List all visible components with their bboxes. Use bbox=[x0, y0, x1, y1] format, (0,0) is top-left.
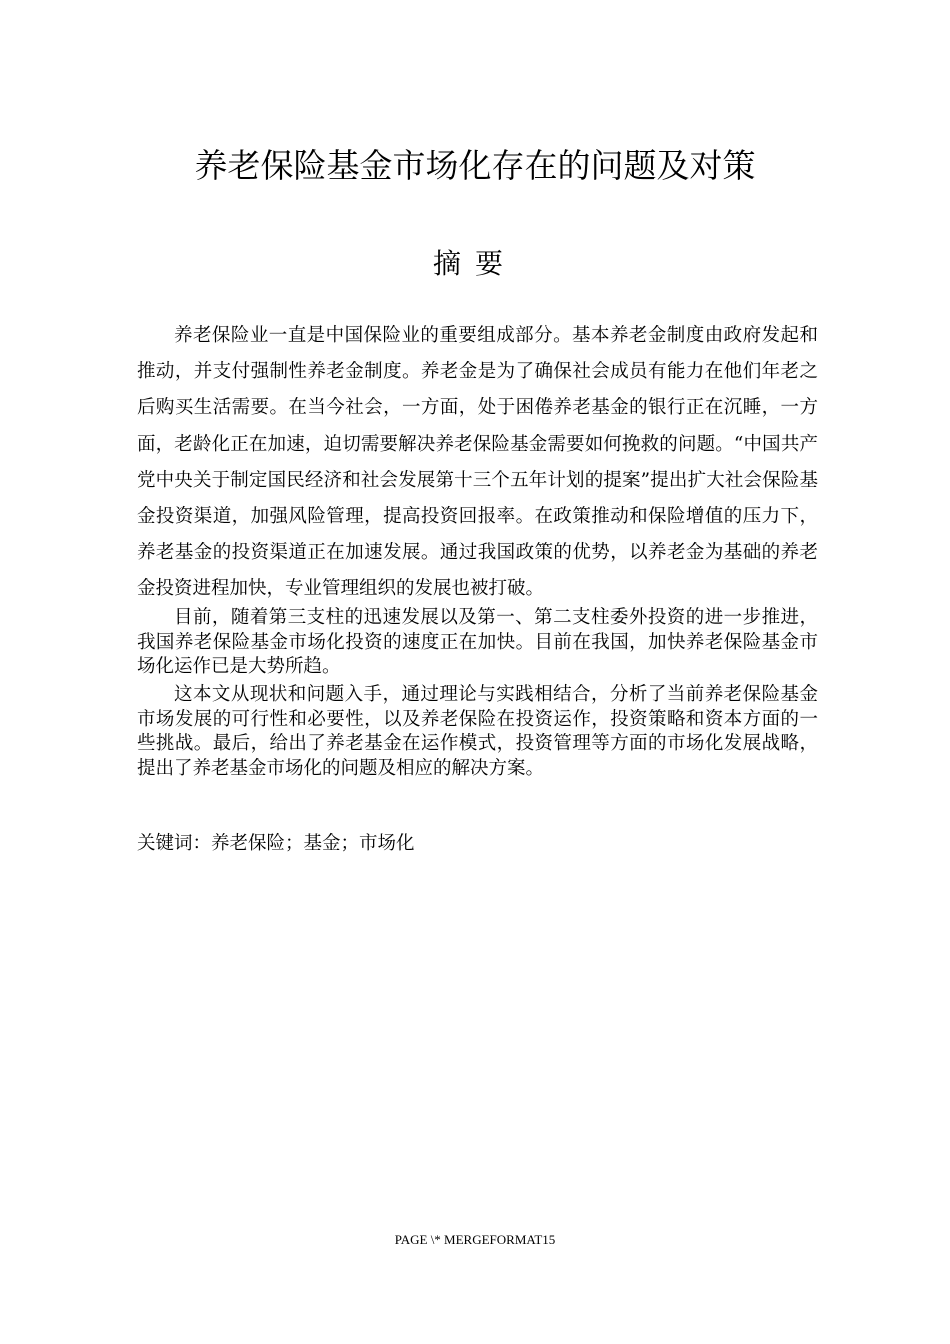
document-title: 养老保险基金市场化存在的问题及对策 bbox=[194, 146, 756, 185]
page-footer: PAGE \* MERGEFORMAT15 bbox=[394, 1232, 556, 1247]
keywords-line bbox=[137, 832, 818, 856]
abstract-paragraph-3: 这本文从现状和问题入手，通过理论与实践相结合，分析了当前养老保险基金市场发展的可行性和必要性，以及养老保险在投资运作，投资策略和资本方面的一些挑战。最后，给出了养老基金在运作模式，投资管理等方面的市场化发展战略，提出了养老基金市场化的问题及相应的解决方案。 bbox=[137, 684, 818, 779]
abstract-paragraph-2: 目前，随着第三支柱的迅速发展以及第一、第二支柱委外投资的进一步推进，我国养老保险基金市场化投资的速度正在加快。目前在我国，加快养老保险基金市场化运作已是大势所趋。 bbox=[137, 607, 818, 677]
keywords-label: 关键词： bbox=[137, 833, 212, 854]
keywords-text: 养老保险；基金；市场化 bbox=[211, 833, 415, 854]
abstract-paragraph-1: 养老保险业一直是中国保险业的重要组成部分。基本养老金制度由政府发起和推动，并支付强制性养老金制度。养老金是为了确保社会成员有能力在他们年老之后购买生活需要。在当今社会，一方面，处于困倦养老基金的银行正在沉睡，一方面，老龄化正在加速，迫切需要解决养老保险基金需要如何挽救的问题。“中国共产党中央关于制定国民经济和社会发展第十三个五年计划的提案”提出扩大社会保险基金投资渠道，加强风险管理，提高投资回报率。在政策推动和保险增值的压力下，养老基金的投资渠道正在加速发展。通过我国政策的优势，以养老金为基础的养老金投资进程加快，专业管理组织的发展也被打破。 bbox=[137, 325, 818, 600]
abstract-heading: 摘要 bbox=[432, 247, 517, 280]
